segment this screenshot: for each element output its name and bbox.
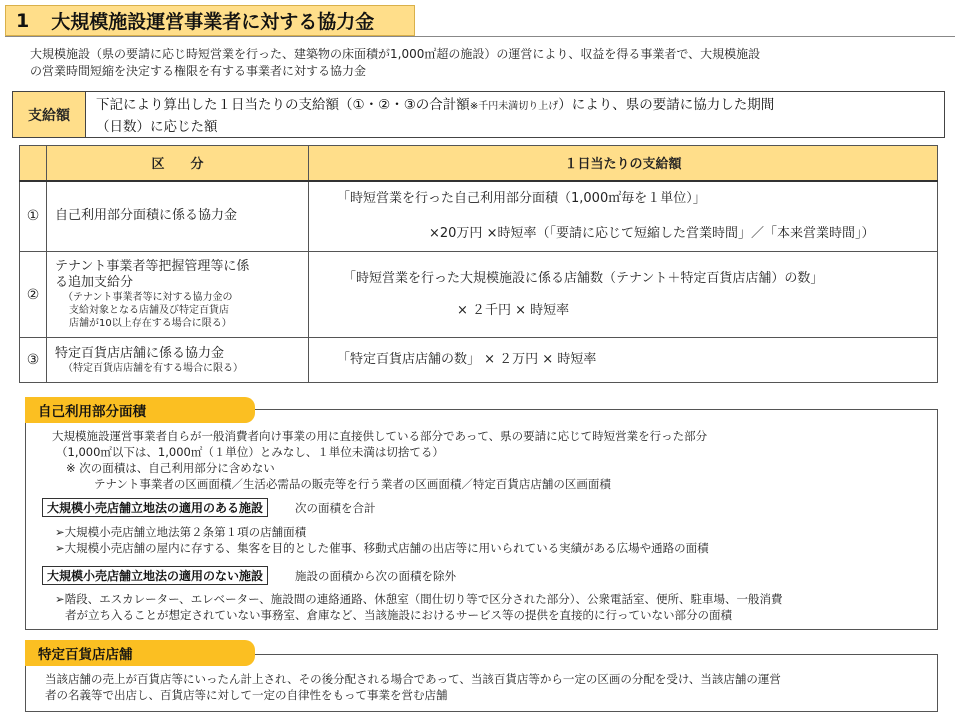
row-amount-line-1: 「時短営業を行った自己利用部分面積（1,000㎡毎を１単位）」	[337, 190, 706, 206]
row-category-line-1: 特定百貨店店舗に係る協力金	[55, 345, 225, 361]
list-item	[55, 524, 306, 540]
row-category-line-1: テナント事業者等把握管理等に係	[55, 259, 250, 274]
title-text: 大規模施設運営事業者に対する協力金	[51, 11, 375, 33]
row-amount	[309, 181, 938, 252]
table-row	[20, 252, 938, 338]
self-use-definition	[52, 428, 932, 492]
row-category-note-1: （テナント事業者等に対する協力金の	[63, 292, 233, 303]
row-category	[47, 252, 309, 338]
header-amount: １日当たりの支給額	[309, 146, 938, 181]
row-category-note-3: 店舗が10以上存在する場合に限る）	[69, 318, 232, 329]
payment-text-note: ※千円未満切り上げ	[469, 101, 559, 112]
row-number: ②	[20, 252, 47, 338]
title-number: 1	[16, 9, 30, 32]
intro-line-1: 大規模施設（県の要請に応じ時短営業を行った、建築物の床面積が1,000㎡超の施設）の運営により、収益を得る事業者で、大規模施設	[30, 47, 761, 61]
amount-table	[19, 145, 938, 383]
list-item-text: 大規模小売店舗の屋内に存する、集客を目的とした催事、移動式店舗の出店等に用いられている実績がある広場や通路の面積	[64, 541, 709, 555]
payment-text-b: ）により、県の要請に協力した期間	[558, 97, 775, 113]
dept-store-definition	[45, 671, 930, 703]
intro-line-2: の営業時間短縮を決定する権限を有する事業者に対する協力金	[30, 64, 367, 78]
list-item	[55, 591, 933, 623]
arrow-icon: ➢	[55, 592, 65, 606]
self-use-definition-line-1: 大規模施設運営事業者自らが一般消費者向け事業の用に直接供している部分であって、県の要請に応じて時短営業を行った部分	[52, 429, 708, 443]
non-applicable-rule: 施設の面積から次の面積を除外	[295, 569, 456, 583]
applicable-rule: 次の面積を合計	[295, 501, 376, 515]
row-amount-line-1: 「時短営業を行った大規模施設に係る店舗数（テナント＋特定百貨店店舗）の数」	[343, 270, 824, 286]
list-item-text-1: 階段、エスカレーター、エレベーター、施設間の連絡通路、休憩室（間仕切り等で区分された部分）、公衆電話室、便所、駐車場、一般消費	[64, 592, 783, 606]
intro-paragraph	[30, 46, 935, 80]
row-amount	[309, 338, 938, 383]
header-blank	[20, 146, 47, 181]
list-item-text: 大規模小売店舗立地法第２条第１項の店舗面積	[64, 525, 307, 539]
row-category-note: （特定百貨店店舗を有する場合に限る）	[63, 362, 243, 374]
dept-store-section-tab: 特定百貨店店舗	[25, 640, 255, 666]
dept-store-definition-line-2: 者の名義等で出店し、百貨店等に対して一定の自律性をもって事業を営む店舗	[45, 688, 448, 702]
row-amount-line-2: ×20万円 ×時短率（「要請に応じて短縮した営業時間」／「本来営業時間」）	[429, 225, 875, 241]
table-row	[20, 181, 938, 252]
table-header-row	[20, 146, 938, 181]
self-use-section-tab: 自己利用部分面積	[25, 397, 255, 423]
payment-text-a: 下記により算出した１日当たりの支給額（①・②・③の合計額	[96, 97, 470, 113]
payment-box	[12, 91, 945, 138]
arrow-icon: ➢	[55, 525, 65, 539]
row-amount-line-1: 「特定百貨店店舗の数」 × ２万円 × 時短率	[337, 352, 597, 367]
row-category-note-2: 支給対象となる店舗及び特定百貨店	[69, 305, 229, 316]
self-use-definition-line-2: （1,000㎡以下は、1,000㎡（１単位）とみなし、１単位未満は切捨てる）	[56, 445, 444, 459]
list-item-text-2: 者が立ち入ることが想定されていない事務室、倉庫など、当該施設におけるサービス等の提供を直接的に行っていない部分の面積	[65, 608, 732, 622]
self-use-note-1: ※ 次の面積は、自己利用部分に含めない	[66, 461, 275, 475]
row-category	[47, 338, 309, 383]
row-number: ①	[20, 181, 47, 252]
row-amount-line-2: × ２千円 × 時短率	[457, 302, 570, 318]
list-item	[55, 540, 709, 556]
table-row	[20, 338, 938, 383]
row-number: ③	[20, 338, 47, 383]
page-title	[5, 5, 415, 36]
self-use-note-2: テナント事業者の区画面積／生活必需品の販売等を行う業者の区画面積／特定百貨店店舗の区画面積	[94, 477, 611, 491]
label-non-applicable-facility: 大規模小売店舗立地法の適用のない施設	[42, 566, 268, 585]
title-divider	[5, 36, 955, 37]
row-amount	[309, 252, 938, 338]
row-category-line-2: る追加支給分	[55, 275, 134, 290]
payment-text	[86, 92, 944, 137]
label-applicable-facility: 大規模小売店舗立地法の適用のある施設	[42, 498, 268, 517]
dept-store-definition-line-1: 当該店舗の売上が百貨店等にいったん計上され、その後分配される場合であって、当該百貨店等から一定の区画の分配を受け、当該店舗の運営	[45, 672, 781, 686]
payment-text-c: （日数）に応じた額	[96, 119, 218, 135]
arrow-icon: ➢	[55, 541, 65, 555]
payment-label: 支給額	[13, 92, 86, 137]
row-category: 自己利用部分面積に係る協力金	[47, 181, 309, 252]
header-category: 区 分	[47, 146, 309, 181]
